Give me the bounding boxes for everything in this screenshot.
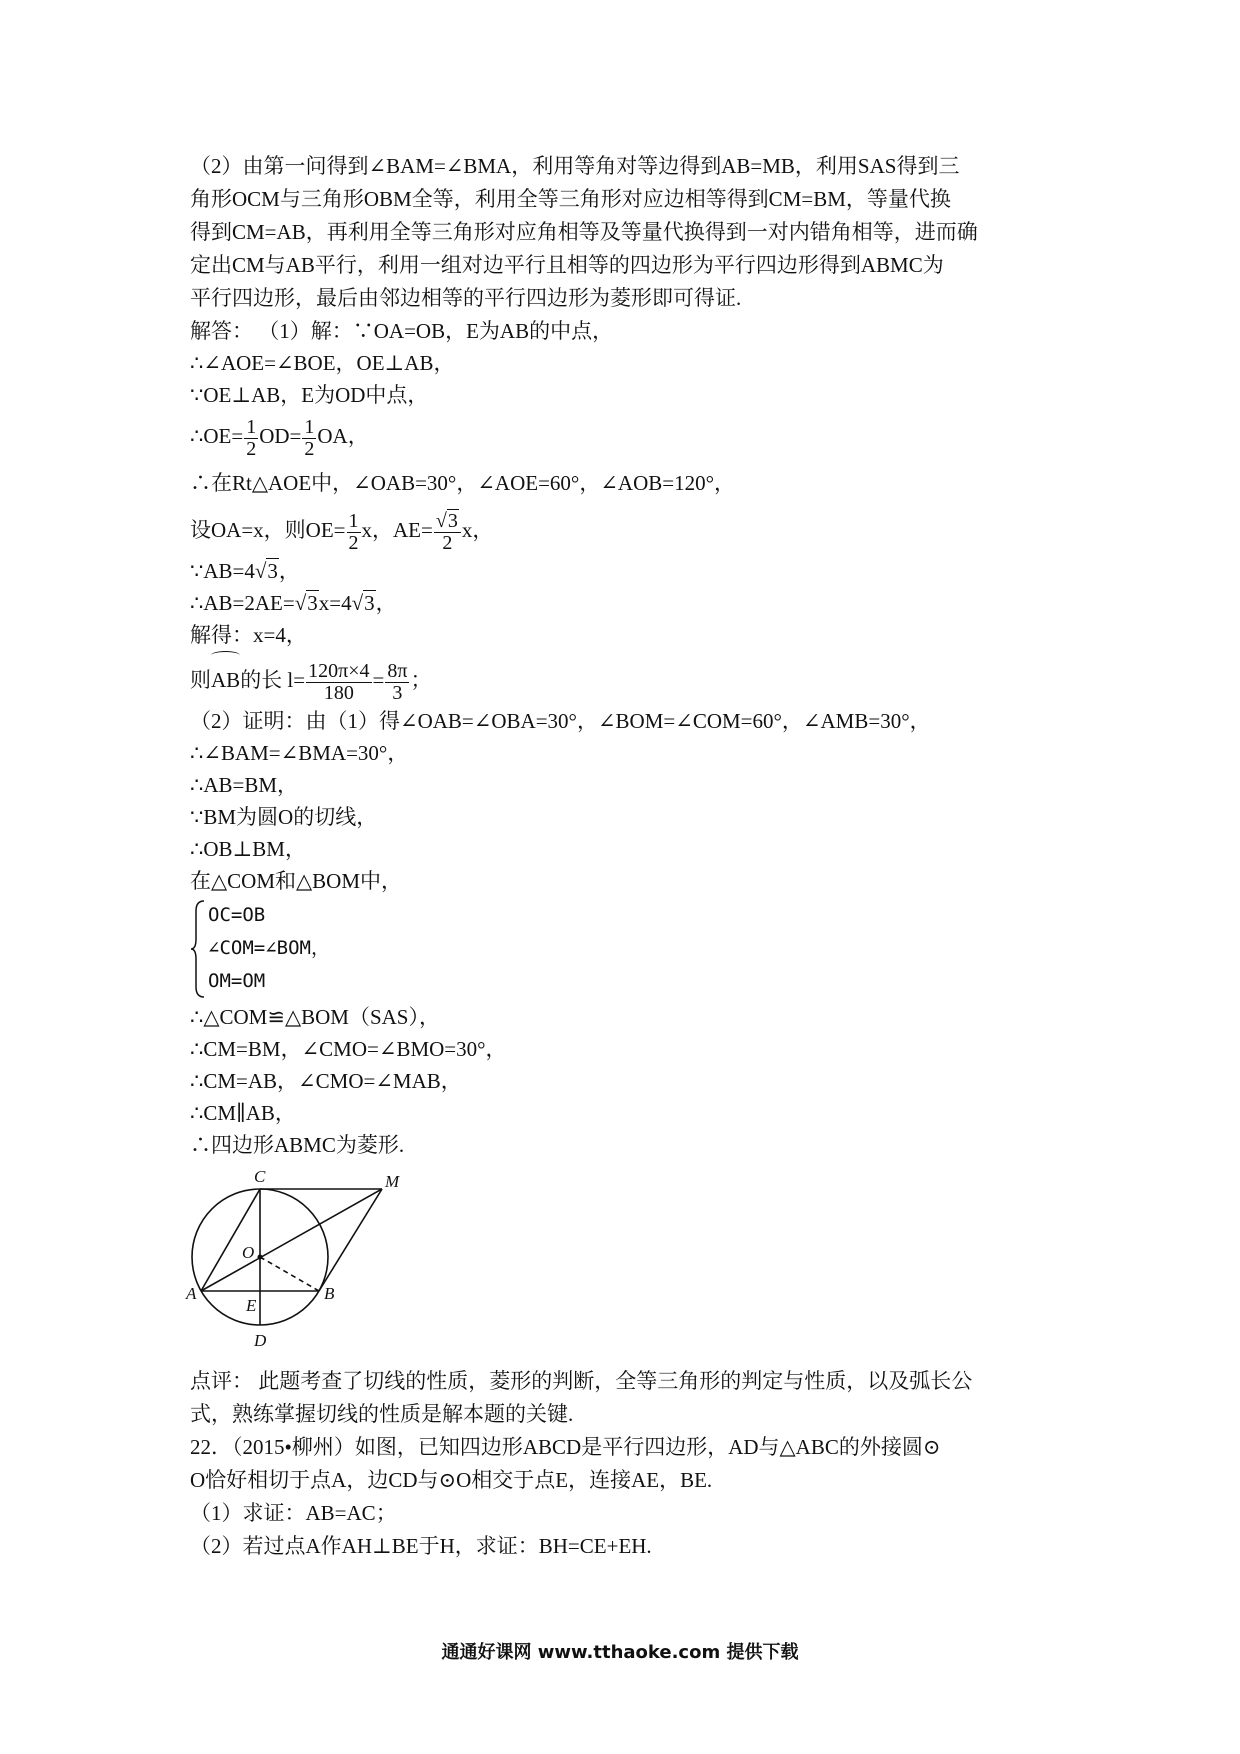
text-run: 设OA=x，则OE=: [190, 518, 346, 542]
segment-ac: [201, 1189, 260, 1291]
sqrt-sign: √3: [351, 591, 375, 615]
fraction-numerator: [434, 511, 461, 533]
fraction-half: [244, 417, 258, 460]
proof-line: ∴CM=BM，∠CMO=∠BMO=30°，: [190, 1037, 507, 1061]
proof: [190, 705, 1070, 1161]
fraction-root3-half: [434, 511, 461, 554]
analysis-line: 平行四边形，最后由邻边相等的平行四边形为菱形即可得证.: [190, 286, 742, 310]
fraction-half: [302, 417, 316, 460]
fraction-result: [385, 661, 409, 704]
text-run: ，: [278, 559, 300, 583]
fraction-denominator: 2: [246, 437, 257, 460]
label-o: O: [242, 1243, 255, 1262]
question-line: 22．（2015•柳州）如图，已知四边形ABCD是平行四边形，AD与△ABC的外接圆⊙: [190, 1435, 941, 1459]
sqrt-sign: √3: [435, 509, 458, 532]
text-run: ∴AB=2AE=: [190, 591, 295, 615]
page-footer: 通通好课网 www.tthaoke.com 提供下载: [441, 1642, 799, 1663]
fraction-denominator: 3: [392, 681, 403, 704]
text-run: ，: [375, 591, 397, 615]
fraction-numerator: 120π×4: [308, 659, 370, 682]
label-b: B: [324, 1284, 335, 1303]
solution-line: 解答： （1）解：∵OA=OB，E为AB的中点，: [190, 319, 614, 343]
label-c: C: [254, 1167, 266, 1186]
left-brace-icon: [190, 899, 208, 999]
solution-line: ∵OE⊥AB，E为OD中点，: [190, 383, 429, 407]
radicand: 3: [267, 559, 278, 583]
fraction-arc-length: [306, 661, 371, 704]
fraction-numerator: 8π: [387, 659, 408, 682]
proof-line: ∴CM=AB，∠CMO=∠MAB，: [190, 1069, 462, 1093]
equation-line: OM=OM: [208, 970, 266, 992]
fraction-numerator: 1: [304, 415, 315, 438]
proof-line: ∴∠BAM=∠BMA=30°，: [190, 741, 409, 765]
analysis-line: 定出CM与AB平行，利用一组对边平行且相等的四边形为平行四边形得到ABMC为: [190, 253, 944, 277]
segment-bm: [319, 1189, 382, 1291]
proof-line: ∵BM为圆O的切线，: [190, 805, 378, 829]
label-m: M: [385, 1172, 400, 1191]
solution-line-let: [190, 505, 1070, 555]
analysis-paragraph: [190, 150, 1070, 315]
fraction-denominator: 2: [304, 437, 315, 460]
equation-system: [190, 899, 1070, 999]
analysis-line: 得到CM=AB，再利用全等三角形对应角相等及等量代换得到一对内错角相等，进而确: [190, 220, 978, 244]
text-run: 则: [190, 668, 211, 692]
center-point: [258, 1255, 263, 1260]
fraction-denominator: 2: [442, 531, 453, 554]
analysis-line: （2）由第一问得到∠BAM=∠BMA，利用等角对等边得到AB=MB，利用SAS得到三: [190, 154, 960, 178]
geometry-figure: [182, 1165, 432, 1355]
proof-line: ∴OB⊥BM，: [190, 837, 306, 861]
radicand: 3: [307, 591, 318, 615]
fraction-denominator: 2: [348, 531, 359, 554]
proof-line: ∴AB=BM，: [190, 773, 299, 797]
label-e: E: [246, 1296, 257, 1315]
proof-line: ∴△COM≌△BOM（SAS），: [190, 1005, 440, 1029]
sqrt-sign: √3: [254, 559, 278, 583]
proof-line: （2）证明：由（1）得∠OAB=∠OBA=30°，∠BOM=∠COM=60°，∠AMB=30°，: [190, 709, 931, 733]
text-run: x，: [461, 518, 494, 542]
fraction-numerator: 1: [348, 509, 359, 532]
equation-line: ∠COM=∠BOM，: [208, 937, 330, 959]
solution: [190, 315, 1070, 705]
solution-line: ∴在Rt△AOE中，∠OAB=30°，∠AOE=60°，∠AOB=120°，: [190, 471, 735, 495]
proof-line: 在△COM和△BOM中，: [190, 869, 402, 893]
text-run: 的长 l=: [240, 668, 306, 692]
label-a: A: [186, 1284, 197, 1303]
equation-line: OC=OB: [208, 904, 266, 926]
text-run: ；: [410, 668, 432, 692]
equation-lines: [208, 899, 330, 999]
solution-line-ab2: [190, 587, 1070, 619]
fraction-denominator: 180: [323, 681, 354, 704]
comment-line: 点评： 此题考查了切线的性质，菱形的判断，全等三角形的判定与性质，以及弧长公: [190, 1369, 973, 1393]
text-run: ∴OE=: [190, 424, 244, 448]
comment-line: 式，熟练掌握切线的性质是解本题的关键.: [190, 1402, 574, 1426]
text-run: OA，: [317, 424, 369, 448]
question-line: （1）求证：AB=AC；: [190, 1501, 397, 1525]
text-run: =: [372, 668, 385, 692]
page-content: [186, 150, 1070, 1563]
question-22: [190, 1431, 1070, 1563]
radicand: 3: [447, 509, 458, 532]
proof-line: ∴CM∥AB，: [190, 1101, 296, 1125]
radicand: 3: [364, 591, 375, 615]
solution-line: ∴∠AOE=∠BOE，OE⊥AB，: [190, 351, 455, 375]
comment: [190, 1365, 1070, 1431]
fraction-numerator: 1: [246, 415, 257, 438]
question-line: O恰好相切于点A，边CD与⊙O相交于点E，连接AE，BE.: [190, 1468, 713, 1492]
proof-line: ∴四边形ABMC为菱形.: [190, 1133, 405, 1157]
solution-line-arc: [190, 651, 1070, 705]
text-run: OD=: [259, 424, 302, 448]
label-d: D: [254, 1331, 267, 1350]
question-line: （2）若过点A作AH⊥BE于H，求证：BH=CE+EH.: [190, 1534, 652, 1558]
sqrt-sign: √3: [294, 591, 318, 615]
text-run: x=4: [318, 591, 352, 615]
segment-ob-dashed: [260, 1257, 319, 1291]
text-run: ∵AB=4: [190, 559, 255, 583]
analysis-line: 角形OCM与三角形OBM全等，利用全等三角形对应边相等得到CM=BM，等量代换: [190, 187, 951, 211]
solution-line-ab: [190, 555, 1070, 587]
solution-line-oe: [190, 411, 1070, 461]
arc-ab: AB: [211, 651, 240, 705]
fraction-half: [347, 511, 361, 554]
text-run: x，AE=: [361, 518, 433, 542]
solution-line: 解得：x=4，: [190, 623, 307, 647]
